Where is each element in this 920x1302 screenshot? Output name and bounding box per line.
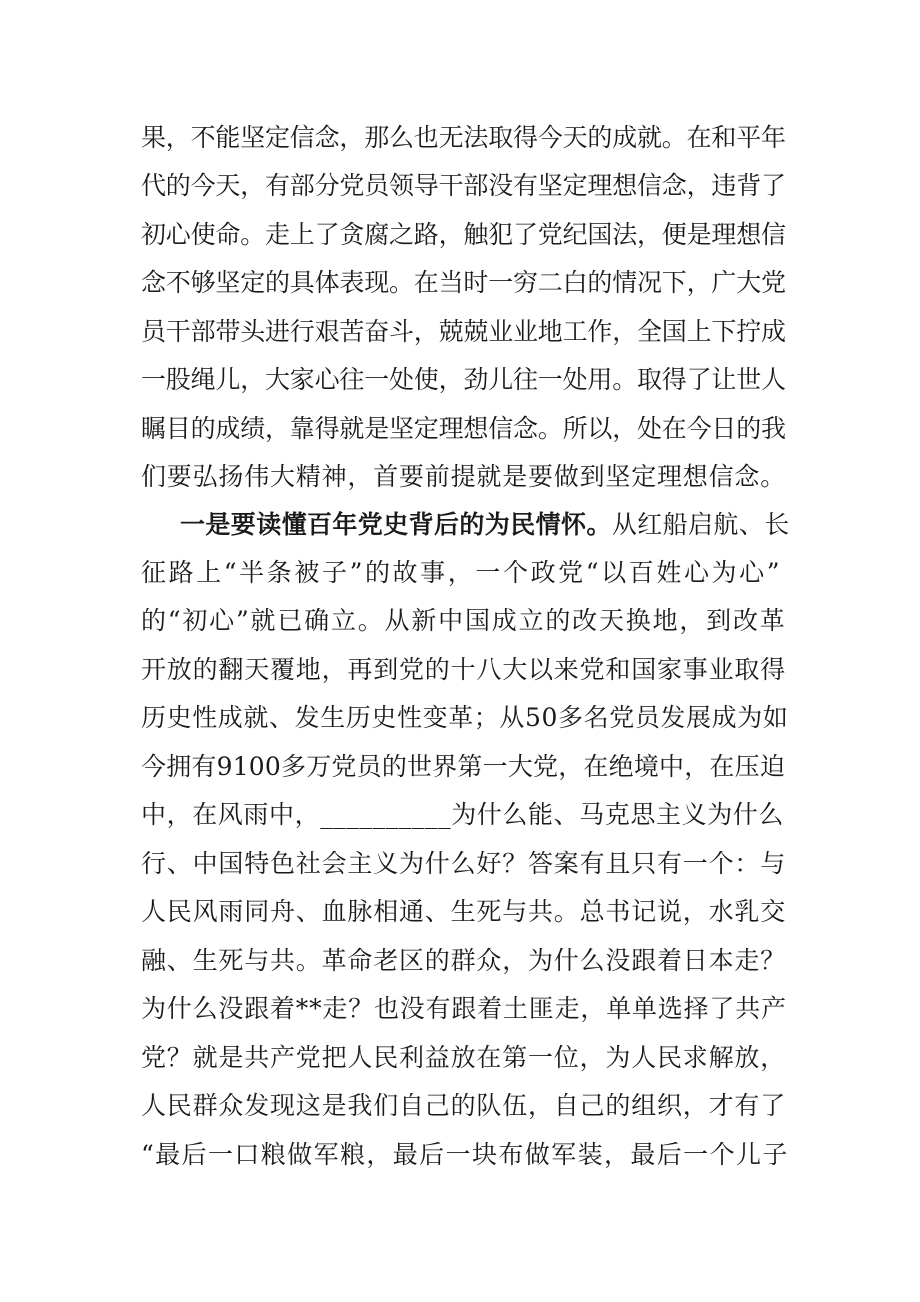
text-line: 行、中国特色社会主义为什么好？答案有且只有一个：与: [141, 849, 787, 878]
text-line: 果，不能坚定信念，那么也无法取得今天的成就。在和平年: [141, 123, 786, 152]
text-line: 党？就是共产党把人民利益放在第一位，为人民求解放，: [141, 1043, 787, 1072]
text-line: 中，在风雨中，__________为什么能、马克思主义为什么: [141, 800, 785, 829]
paragraph-text: 从红船启航、长: [611, 510, 790, 539]
paragraph-heading: 一是要读懂百年党史背后的为民情怀。: [180, 510, 612, 539]
text-line: 人民风雨同舟、血脉相通、生死与共。总书记说，水乳交: [141, 897, 787, 926]
text-line: 瞩目的成绩，靠得就是坚定理想信念。所以，处在今日的我: [141, 414, 786, 443]
text-line: 初心使命。走上了贪腐之路，触犯了党纪国法，便是理想信: [141, 220, 786, 249]
text-line: 人民群众发现这是我们自己的队伍，自己的组织，才有了: [141, 1091, 787, 1120]
paragraph-first-line: [180, 509, 790, 541]
text-line: 员干部带头进行艰苦奋斗，兢兢业业地工作，全国上下拧成: [141, 317, 786, 346]
text-line: “最后一口粮做军粮，最后一块布做军装，最后一个儿子: [141, 1140, 789, 1169]
text-line: 们要弘扬伟大精神，首要前提就是要做到坚定理想信念。: [141, 462, 787, 491]
text-line: 今拥有9100多万党员的世界第一大党，在绝境中，在压迫: [141, 752, 786, 781]
text-line: 融、生死与共。革命老区的群众，为什么没跟着日本走？: [141, 946, 787, 975]
text-line: 的“初心”就已确立。从新中国成立的改天换地，到改革: [141, 606, 787, 635]
text-line: 代的今天，有部分党员领导干部没有坚定理想信念，违背了: [141, 171, 786, 200]
text-line: 历史性成就、发生历史性变革；从50多名党员发展成为如: [141, 703, 789, 732]
text-line: 开放的翻天覆地，再到党的十八大以来党和国家事业取得: [141, 655, 787, 684]
text-line: 征路上“半条被子”的故事，一个政党“以百姓心为心”: [141, 558, 783, 587]
text-line: 一股绳儿，大家心往一处使，劲儿往一处用。取得了让世人: [141, 365, 786, 394]
text-line: 为什么没跟着**走？也没有跟着土匪走，单单选择了共产: [141, 994, 787, 1023]
text-line: 念不够坚定的具体表现。在当时一穷二白的情况下，广大党: [141, 268, 786, 297]
